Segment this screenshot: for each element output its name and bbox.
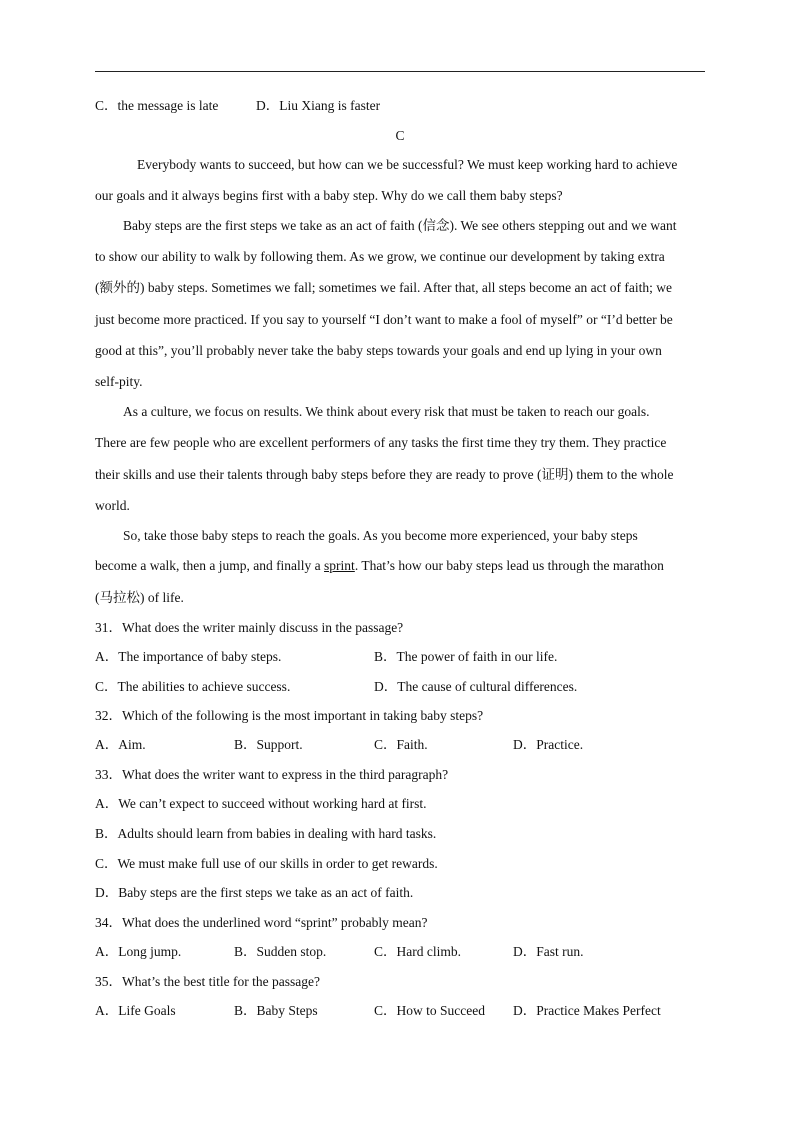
passage-line: their skills and use their talents through baby steps before they are ready to prove (证明) them to the whole [95, 467, 674, 482]
question-stem: 31．What does the writer mainly discuss in the passage? [95, 620, 404, 635]
option-b: B．Sudden stop. [234, 944, 327, 959]
passage-line: As a culture, we focus on results. We think about every risk that must be taken to reach our goals. [123, 404, 650, 419]
option-c: C．Faith. [374, 737, 428, 752]
option-d: D．Baby steps are the first steps we take as an act of faith. [95, 885, 414, 900]
option-a: A．The importance of baby steps. [95, 649, 282, 664]
option-d: D．Practice. [513, 737, 584, 752]
option-a: A．Life Goals [95, 1003, 176, 1018]
question-stem: 33．What does the writer want to express in the third paragraph? [95, 767, 449, 782]
option-b: B．Baby Steps [234, 1003, 318, 1018]
passage-line: to show our ability to walk by following them. As we grow, we continue our development by taking extra [95, 249, 665, 264]
prev-option-d: D．Liu Xiang is faster [256, 98, 381, 113]
option-a: A．Aim. [95, 737, 146, 752]
passage-line: (马拉松) of life. [95, 590, 184, 605]
option-c: C．Hard climb. [374, 944, 461, 959]
passage-line: There are few people who are excellent performers of any tasks the first time they try them. They practice [95, 435, 667, 450]
option-b: B．The power of faith in our life. [374, 649, 558, 664]
question-stem: 32．Which of the following is the most important in taking baby steps? [95, 708, 484, 723]
passage-line: Everybody wants to succeed, but how can we be successful? We must keep working hard to achieve [137, 157, 678, 172]
option-a: A．Long jump. [95, 944, 182, 959]
option-c: C．The abilities to achieve success. [95, 679, 291, 694]
passage-line [95, 557, 664, 575]
passage-line: Baby steps are the first steps we take as an act of faith (信念). We see others stepping out and we want [123, 218, 677, 233]
passage-line: good at this”, you’ll probably never take the baby steps towards your goals and end up lying in your own [95, 343, 662, 358]
section-label: C [395, 128, 405, 143]
passage-line: self-pity. [95, 374, 143, 389]
header-rule [95, 71, 705, 72]
passage-text: . That’s how our baby steps lead us through the marathon [354, 558, 664, 573]
option-c: C．We must make full use of our skills in order to get rewards. [95, 856, 438, 871]
option-b: B．Adults should learn from babies in dealing with hard tasks. [95, 826, 437, 841]
passage-line: our goals and it always begins first with a baby step. Why do we call them baby steps? [95, 188, 563, 203]
option-d: D．Practice Makes Perfect [513, 1003, 661, 1018]
passage-text: become a walk, then a jump, and finally a [95, 558, 325, 573]
option-c: C．How to Succeed [374, 1003, 485, 1018]
question-stem: 34．What does the underlined word “sprint” probably mean? [95, 915, 428, 930]
passage-line: world. [95, 498, 130, 513]
option-b: B．Support. [234, 737, 303, 752]
question-stem: 35．What’s the best title for the passage? [95, 974, 320, 989]
prev-option-c: C．the message is late [95, 98, 219, 113]
option-d: D．Fast run. [513, 944, 584, 959]
option-a: A．We can’t expect to succeed without working hard at first. [95, 796, 427, 811]
passage-line: just become more practiced. If you say to yourself “I don’t want to make a fool of myself” or “I’d better be [95, 312, 673, 327]
passage-line: So, take those baby steps to reach the goals. As you become more experienced, your baby steps [123, 528, 638, 543]
underlined-word-sprint: sprint [324, 558, 355, 573]
passage-line: (额外的) baby steps. Sometimes we fall; sometimes we fail. After that, all steps become an act of faith; we [95, 280, 672, 295]
option-d: D．The cause of cultural differences. [374, 679, 578, 694]
